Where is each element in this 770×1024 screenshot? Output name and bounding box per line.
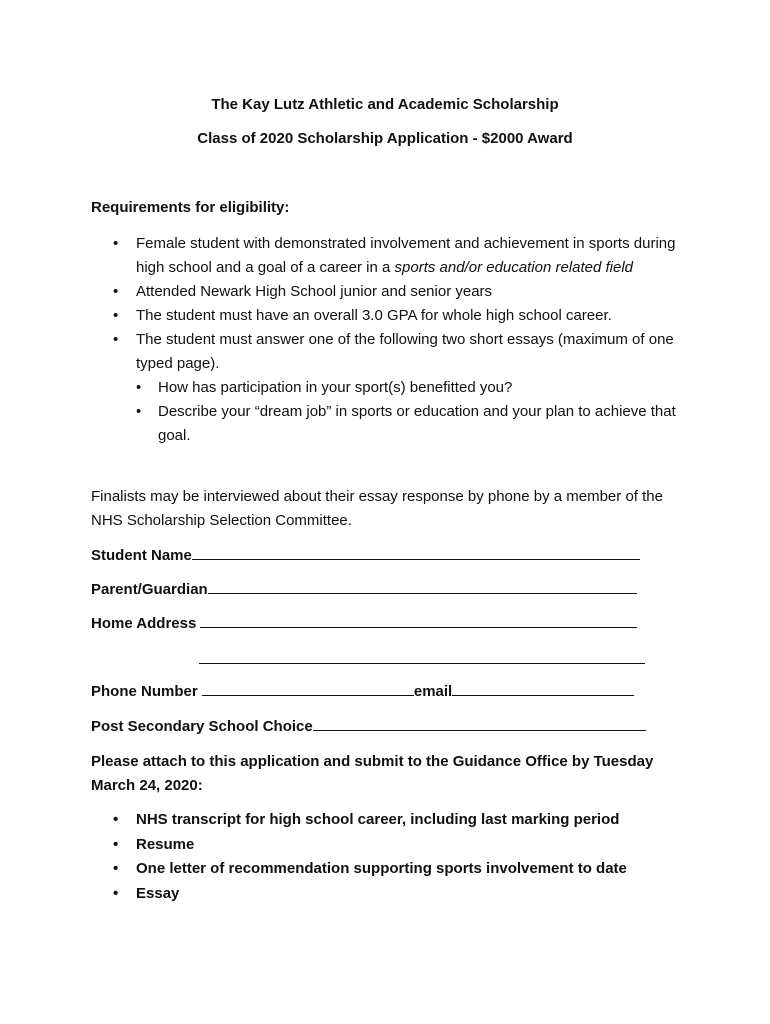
home-address-blank[interactable] [200,613,637,628]
home-address-field [91,613,637,634]
eligibility-item-text: Attended Newark High School junior and senior years [136,283,493,300]
essay-question [136,376,691,400]
essay-question-text: Describe your “dream job” in sports or education and your plan to achieve that goal. [158,403,676,444]
email-blank[interactable] [452,681,634,696]
essay-question-text: How has participation in your sport(s) benefitted you? [158,379,513,396]
attachment-item-text: Resume [136,835,195,853]
parent-guardian-label: Parent/Guardian [91,581,208,598]
parent-guardian-blank[interactable] [208,579,637,594]
bullet-icon: • [113,235,119,252]
school-choice-field [91,716,646,737]
attachment-item-text: NHS transcript for high school career, including last marking period [136,811,620,828]
bullet-icon: • [113,307,119,324]
home-address-line2-blank[interactable] [199,649,645,664]
bullet-icon: • [113,884,119,902]
bullet-icon: • [136,379,142,396]
email-label: email [413,683,453,700]
document-title: The Kay Lutz Athletic and Academic Scholarship [211,96,559,113]
eligibility-item [91,304,691,328]
student-name-blank[interactable] [192,545,640,560]
essay-question-list [136,376,691,448]
document-subtitle: Class of 2020 Scholarship Application - $2000 Award [197,130,573,147]
bullet-icon: • [113,860,119,877]
eligibility-item-text: Female student with demonstrated involvement and achievement in sports during high school and a goal of a career in a [136,235,676,276]
essay-question [136,400,691,448]
parent-guardian-field [91,579,637,600]
attachment-list [91,808,711,906]
school-choice-label: Post Secondary School Choice [91,718,313,735]
student-name-label: Student Name [91,547,192,564]
bullet-icon: • [113,835,119,853]
eligibility-item [91,280,691,304]
eligibility-item-text: The student must have an overall 3.0 GPA for whole high school career. [136,307,612,324]
finalists-note: Finalists may be interviewed about their essay response by phone by a member of the NHS Scholarship Selection Committee. [91,488,663,529]
phone-number-label: Phone Number [91,683,198,700]
phone-number-blank[interactable] [202,681,414,696]
school-choice-blank[interactable] [313,716,646,731]
attachment-item-text: Essay [136,884,180,902]
student-name-field [91,545,640,566]
eligibility-item-italic: sports and/or education related field [394,259,633,276]
attachment-instruction: Please attach to this application and submit to the Guidance Office by Tuesday March 24, 2020: [91,753,654,794]
eligibility-item-text: The student must answer one of the following two short essays (maximum of one typed page). [136,331,674,372]
home-address-label: Home Address [91,615,197,632]
attachment-item [91,857,711,882]
attachment-item [91,882,711,907]
phone-email-field [91,681,634,702]
bullet-icon: • [136,403,142,420]
attachment-item-text: One letter of recommendation supporting sports involvement to date [136,860,627,877]
bullet-icon: • [113,811,119,828]
eligibility-list [91,232,691,448]
bullet-icon: • [113,283,119,300]
eligibility-item [91,328,691,448]
bullet-icon: • [113,331,119,348]
attachment-item [91,833,711,858]
home-address-line2-field [199,649,645,670]
eligibility-heading: Requirements for eligibility: [91,199,290,216]
eligibility-item [91,232,691,280]
attachment-item [91,808,711,833]
